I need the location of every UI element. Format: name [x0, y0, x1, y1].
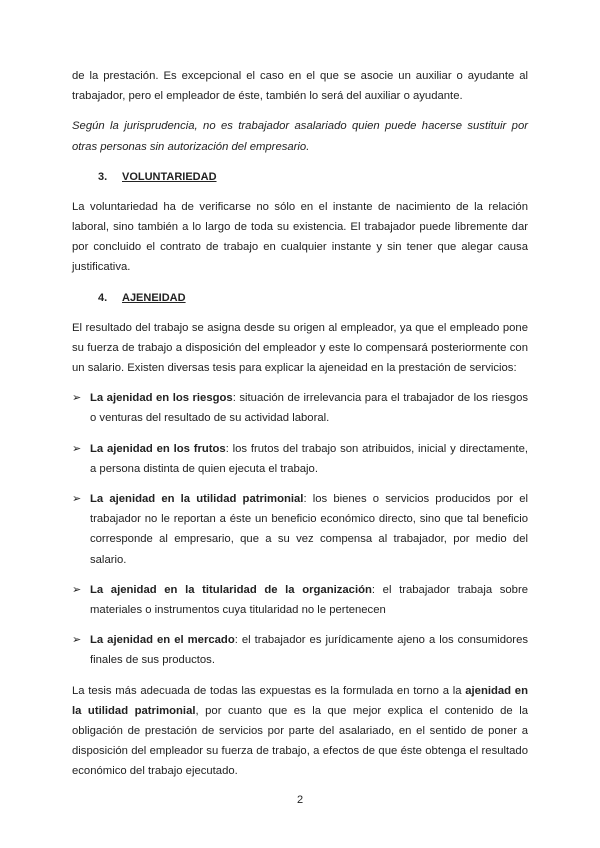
section-title: AJENEIDAD — [122, 291, 186, 304]
thesis-description: : el trabajador es jurídicamente ajeno a los consumidores finales de sus productos. — [90, 634, 528, 667]
section-heading-ajeneidad — [98, 288, 528, 308]
thesis-description: : el trabajador trabaja sobre materiales o instrumentos cuya titularidad no le pertenecen — [90, 583, 529, 617]
page-number: 2 — [296, 794, 304, 806]
section-heading-voluntariedad — [98, 167, 528, 187]
thesis-description: : situación de irrelevancia para el trabajador de los riesgos o venturas del resultado de su actividad laboral. — [90, 392, 528, 425]
thesis-title: La ajenidad en la utilidad patrimonial — [90, 493, 304, 506]
thesis-title: La ajenidad en el mercado — [90, 634, 235, 647]
ajenidad-theses-list — [72, 388, 528, 670]
arrowhead-bullet-icon: ➢ — [72, 442, 82, 455]
thesis-description: : los frutos del trabajo son atribuidos, inicial y directamente, a persona distinta de quien ejecuta el trabajo. — [90, 442, 528, 475]
list-item — [72, 439, 528, 479]
intro-paragraph: de la prestación. Es excepcional el caso en el que se asocie un auxiliar o ayudante al trabajador, pero el empleador de éste, también lo será del auxiliar o ayudante. — [72, 70, 528, 103]
arrowhead-bullet-icon: ➢ — [72, 392, 82, 405]
list-item — [72, 388, 528, 428]
voluntariedad-paragraph: La voluntariedad ha de verificarse no sólo en el instante de nacimiento de la relación laboral, sino también a lo largo de toda su existencia. El trabajador puede libremente dar por concluido el contrato de trabajo en cualquier instante y sin tener que alegar causa justificativa. — [72, 200, 528, 274]
thesis-title: La ajenidad en los frutos — [90, 442, 226, 455]
arrowhead-bullet-icon: ➢ — [72, 583, 82, 596]
arrowhead-bullet-icon: ➢ — [72, 493, 82, 506]
list-item — [72, 489, 528, 570]
thesis-description: : los bienes o servicios producidos por el trabajador no le reportan a éste un beneficio económico directo, sino que tal beneficio corresponde al empresario, que a su vez compensa al trabajador, por medio del salario. — [90, 493, 528, 566]
conclusion-emphasis: ajenidad en la utilidad patrimonial — [72, 684, 528, 717]
thesis-title: La ajenidad en la titularidad de la organización — [90, 583, 372, 596]
conclusion-text-b: , por cuanto que es la que mejor explica el contenido de la obligación de prestación de servicios por parte del asalariado, en el sentido de poner a disposición del empleador su fuerza de trabajo, a efectos de que éste obtenga el resultado económico del trabajo ejecutado. — [72, 704, 528, 778]
conclusion-paragraph — [72, 681, 528, 782]
document-body — [72, 66, 528, 792]
section-title: VOLUNTARIEDAD — [122, 170, 217, 183]
jurisprudence-note: Según la jurisprudencia, no es trabajador asalariado quien puede hacerse sustituir por otras personas sin autorización del empresario. — [72, 120, 528, 153]
arrowhead-bullet-icon: ➢ — [72, 634, 82, 647]
section-number: 4. — [98, 291, 108, 304]
list-item — [72, 630, 528, 670]
thesis-title: La ajenidad en los riesgos — [90, 392, 233, 405]
section-number: 3. — [98, 170, 108, 183]
list-item — [72, 580, 528, 620]
conclusion-text-a: La tesis más adecuada de todas las expuestas es la formulada en torno a la — [72, 684, 466, 697]
ajeneidad-paragraph: El resultado del trabajo se asigna desde su origen al empleador, ya que el empleado pone su fuerza de trabajo a disposición del empleador y este lo compensará posteriormente con un salario. Existen diversas tesis para explicar la ajeneidad en la prestación de servicios: — [72, 321, 528, 375]
